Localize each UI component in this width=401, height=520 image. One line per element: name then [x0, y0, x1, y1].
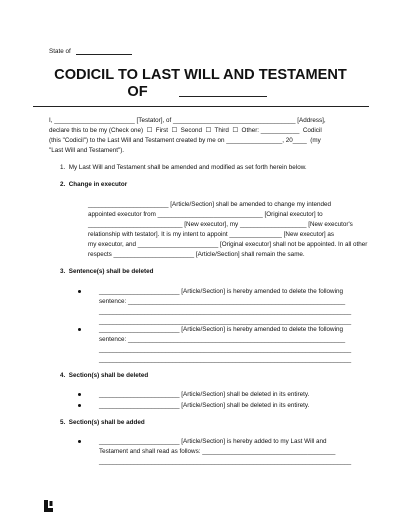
bullet-icon	[78, 440, 81, 443]
item-2-line-1: _______________________ [Article/Section] shall be amended to change my intended	[88, 201, 331, 208]
bullet-icon	[78, 393, 81, 396]
legal-templates-logo-icon	[44, 500, 54, 512]
bullet-icon	[78, 404, 81, 407]
item-4-bullet-2: _______________________ [Article/Section] shall be deleted in its entirety.	[99, 402, 310, 409]
state-label: State of	[49, 48, 71, 55]
item-5-heading: 5. Section(s) shall be added	[60, 419, 145, 426]
item-3-bullet-1-line-2: sentence: ______________________________________________________________	[99, 298, 346, 305]
item-2-line-2: appointed executor from ______________________________ [Original executor] to	[88, 211, 323, 218]
item-5-line-2: Testament and shall read as follows: ______________________________________	[99, 448, 336, 455]
item-3-bullet-1-line-4: ________________________________________________________________________	[99, 318, 352, 325]
item-3-bullet-1-line-3: ________________________________________________________________________	[99, 308, 352, 315]
item-1: 1. My Last Will and Testament shall be amended and modified as set forth herein below.	[60, 164, 307, 171]
intro-line-1: I, _______________________ [Testator], of ___________________________________ [Address],	[49, 117, 326, 124]
item-2-line-6: respects _______________________ [Article/Section] shall remain the same.	[88, 251, 305, 258]
item-3-bullet-2-line-4: ________________________________________________________________________	[99, 356, 352, 363]
item-3-bullet-2-line-1: _______________________ [Article/Section] is hereby amended to delete the following	[99, 326, 344, 333]
testator-name-blank[interactable]	[179, 96, 267, 97]
item-2-line-4: relationship with testator]. It is my intent to appoint _______________ [New executor] as	[88, 231, 335, 238]
item-5-line-1: _______________________ [Article/Section] is hereby added to my Last Will and	[99, 438, 327, 445]
item-3-bullet-2-line-3: ________________________________________________________________________	[99, 346, 352, 353]
document-title-of: OF	[127, 84, 148, 100]
item-5-line-3: ________________________________________________________________________	[99, 458, 352, 465]
item-2-line-5: my executor, and _______________________ [Original executor] shall not be appointed. In all other	[88, 241, 368, 248]
item-4-bullet-1: _______________________ [Article/Section] shall be deleted in its entirety.	[99, 391, 310, 398]
bullet-icon	[78, 328, 81, 331]
item-3-heading: 3. Sentence(s) shall be deleted	[60, 268, 154, 275]
intro-line-4: "Last Will and Testament").	[49, 147, 125, 154]
item-2-line-3: ___________________________ [New executor], my ___________________ [New executor's	[88, 221, 353, 228]
item-4-heading: 4. Section(s) shall be deleted	[60, 372, 149, 379]
intro-line-3: (this "Codicil") to the Last Will and Testament created by me on ________________, 20____ (my	[49, 137, 321, 144]
title-divider	[33, 106, 369, 107]
document-title: CODICIL TO LAST WILL AND TESTAMENT	[54, 67, 347, 83]
item-3-bullet-2-line-2: sentence: ______________________________________________________________	[99, 336, 346, 343]
state-blank[interactable]	[76, 54, 132, 55]
item-2-heading: 2. Change in executor	[60, 181, 128, 188]
intro-line-2: declare this to be my (Check one) ☐ First ☐ Second ☐ Third ☐ Other: ___________ Codicil	[49, 127, 322, 134]
item-3-bullet-1-line-1: _______________________ [Article/Section] is hereby amended to delete the following	[99, 288, 344, 295]
bullet-icon	[78, 290, 81, 293]
